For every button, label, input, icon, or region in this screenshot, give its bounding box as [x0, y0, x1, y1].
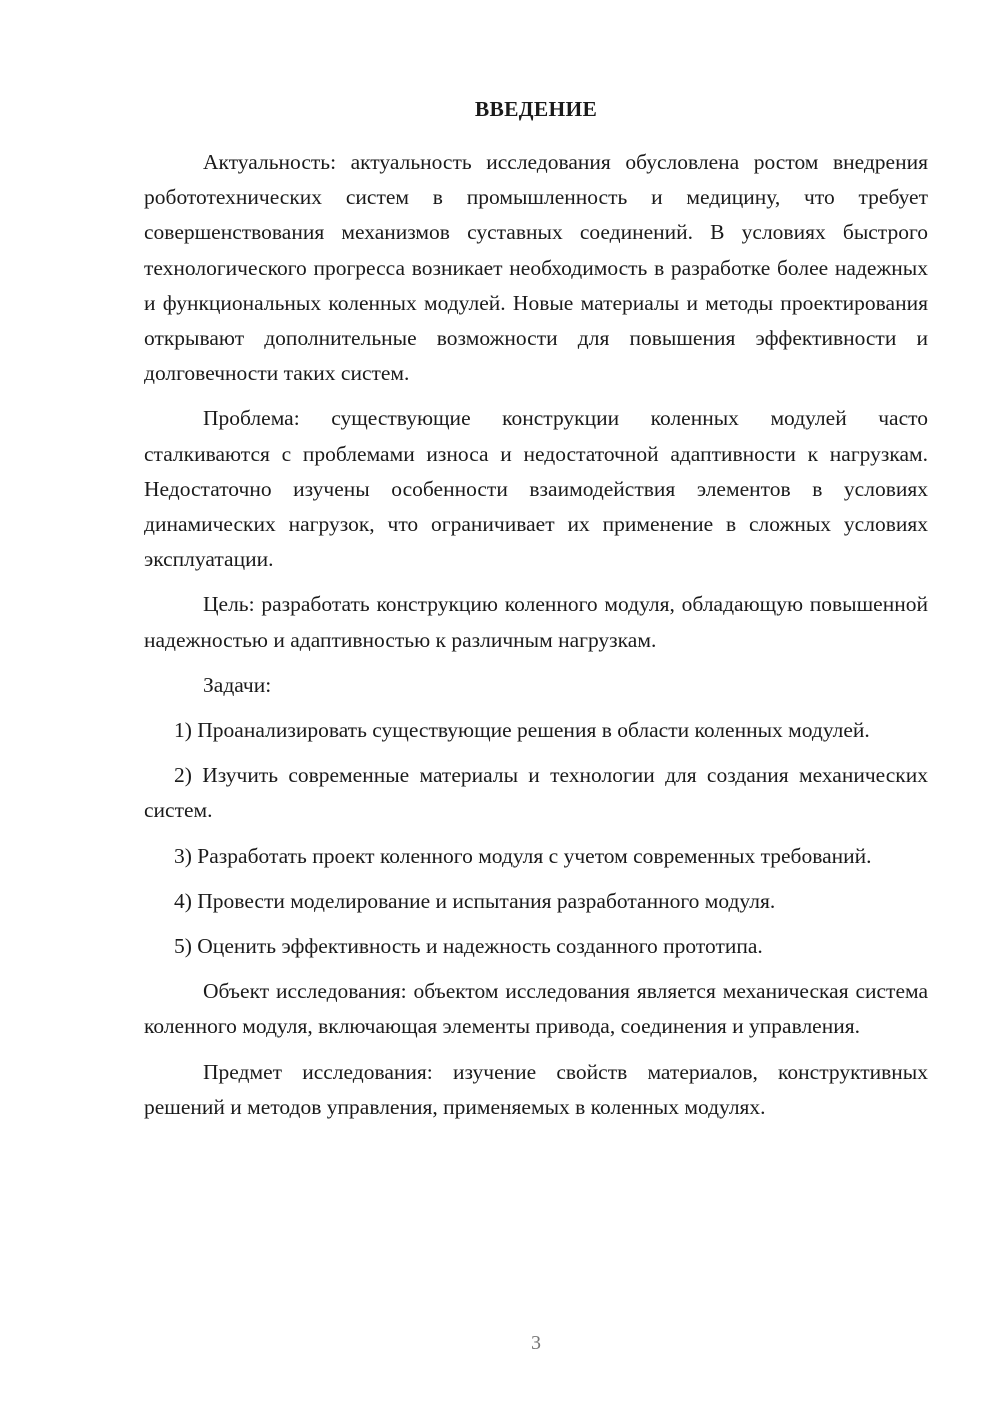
- section-heading: ВВЕДЕНИЕ: [474, 97, 598, 121]
- task-item: 1) Проанализировать существующие решения в области коленных модулей.: [174, 718, 870, 743]
- tasks-label: Задачи:: [203, 672, 272, 697]
- subject-paragraph: Предмет исследования: изучение свойств материалов, конструктивных решений и методов управления, применяемых в коленных модулях.: [144, 1059, 928, 1119]
- task-item: 5) Оценить эффективность и надежность созданного прототипа.: [174, 934, 763, 959]
- problem-paragraph: Проблема: существующие конструкции коленных модулей часто сталкиваются с проблемами износа и недостаточной адаптивности к нагрузкам. Недостаточно изучены особенности взаимодействия элементов в условиях динамических нагрузок, что ограничивает их применение в сложных условиях эксплуатации.: [144, 406, 928, 572]
- task-item: 3) Разработать проект коленного модуля с учетом современных требований.: [174, 843, 872, 868]
- task-item: 2) Изучить современные материалы и технологии для создания механических систем.: [144, 763, 928, 823]
- document-page: [144, 92, 928, 1135]
- goal-paragraph: Цель: разработать конструкцию коленного модуля, обладающую повышенной надежностью и адаптивностью к различным нагрузкам.: [144, 592, 928, 652]
- object-paragraph: Объект исследования: объектом исследования является механическая система коленного модуля, включающая элементы привода, соединения и управления.: [144, 979, 928, 1039]
- relevance-paragraph: Актуальность: актуальность исследования обусловлена ростом внедрения робототехнических систем в промышленность и медицину, что требует совершенствования механизмов суставных соединений. В условиях быстрого технологического прогресса возникает необходимость в разработке более надежных и функциональных коленных модулей. Новые материалы и методы проектирования открывают дополнительные возможности для повышения эффективности и долговечности таких систем.: [144, 150, 928, 386]
- task-item: 4) Провести моделирование и испытания разработанного модуля.: [174, 888, 776, 913]
- page-number: 3: [531, 1332, 541, 1354]
